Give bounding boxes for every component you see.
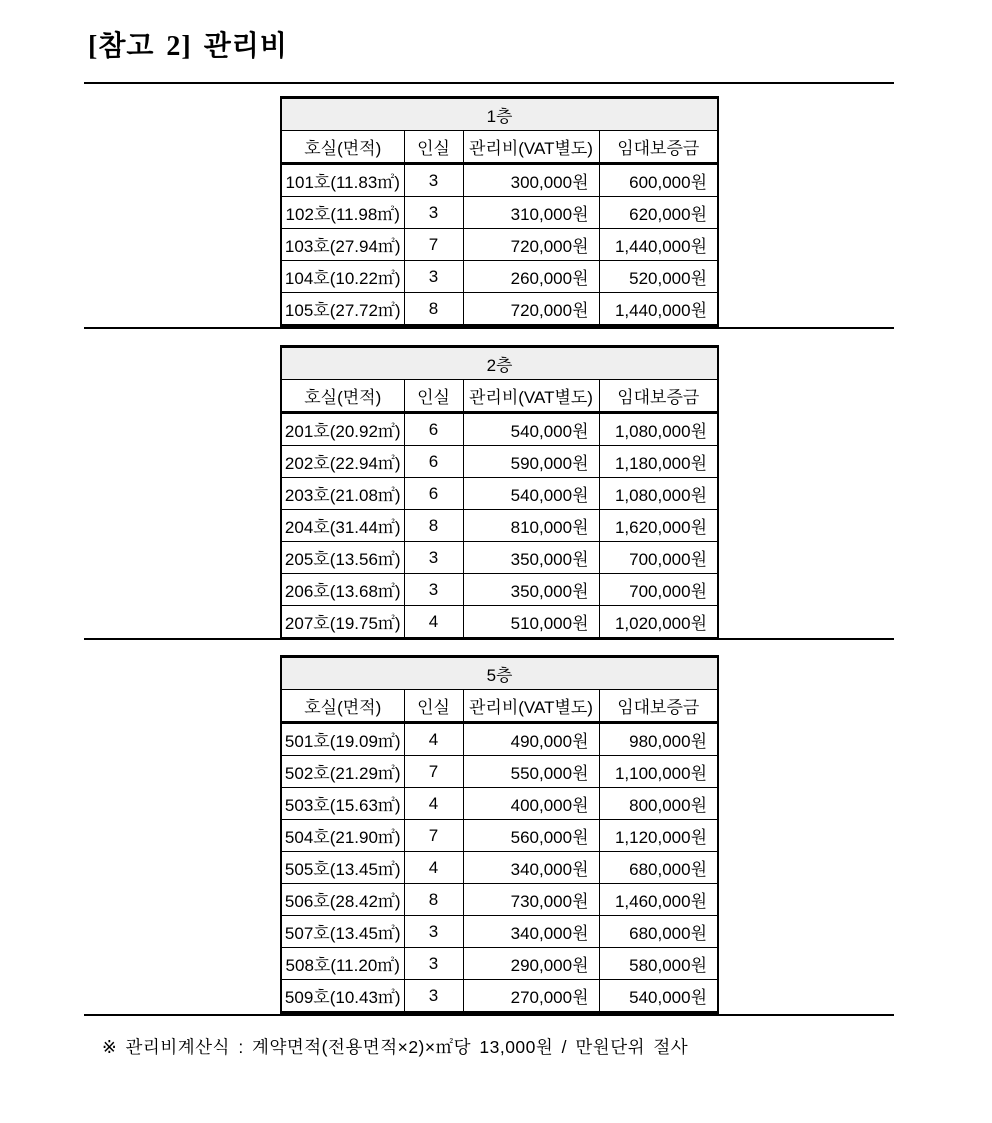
- deposit-cell: 1,080,000원: [599, 413, 718, 446]
- deposit-cell: 1,440,000원: [599, 229, 718, 261]
- room-cell: 207호(19.75㎡): [281, 606, 404, 639]
- room-cell: 508호(11.20㎡): [281, 948, 404, 980]
- occupancy-cell: 6: [404, 413, 463, 446]
- table-row: [281, 980, 718, 1013]
- table-row: [281, 884, 718, 916]
- fee-cell: 730,000원: [463, 884, 599, 916]
- column-header-row: [281, 131, 718, 164]
- table-row: [281, 510, 718, 542]
- table-row: [281, 606, 718, 639]
- table-row: [281, 293, 718, 326]
- room-cell: 204호(31.44㎡): [281, 510, 404, 542]
- occupancy-cell: 7: [404, 820, 463, 852]
- fee-cell: 340,000원: [463, 852, 599, 884]
- floor-fee-table: [280, 655, 719, 1014]
- fee-cell: 300,000원: [463, 164, 599, 197]
- room-cell: 205호(13.56㎡): [281, 542, 404, 574]
- occupancy-cell: 8: [404, 884, 463, 916]
- room-cell: 505호(13.45㎡): [281, 852, 404, 884]
- occupancy-cell: 3: [404, 948, 463, 980]
- deposit-cell: 680,000원: [599, 916, 718, 948]
- column-header-room: 호실(면적): [281, 380, 404, 413]
- occupancy-cell: 3: [404, 916, 463, 948]
- room-cell: 105호(27.72㎡): [281, 293, 404, 326]
- deposit-cell: 680,000원: [599, 852, 718, 884]
- horizontal-rule-after-floor5: [84, 1014, 894, 1016]
- column-header-fee: 관리비(VAT별도): [463, 690, 599, 723]
- occupancy-cell: 3: [404, 261, 463, 293]
- fee-cell: 720,000원: [463, 229, 599, 261]
- fee-cell: 550,000원: [463, 756, 599, 788]
- table-row: [281, 542, 718, 574]
- fee-cell: 590,000원: [463, 446, 599, 478]
- room-cell: 202호(22.94㎡): [281, 446, 404, 478]
- occupancy-cell: 4: [404, 606, 463, 639]
- fee-cell: 540,000원: [463, 478, 599, 510]
- room-cell: 506호(28.42㎡): [281, 884, 404, 916]
- room-cell: 101호(11.83㎡): [281, 164, 404, 197]
- table-row: [281, 788, 718, 820]
- table-row: [281, 756, 718, 788]
- room-cell: 509호(10.43㎡): [281, 980, 404, 1013]
- fee-cell: 490,000원: [463, 723, 599, 756]
- table-body: [281, 413, 718, 639]
- column-header-row: [281, 380, 718, 413]
- floor-title-row: [281, 347, 718, 380]
- occupancy-cell: 3: [404, 197, 463, 229]
- occupancy-cell: 8: [404, 293, 463, 326]
- room-cell: 503호(15.63㎡): [281, 788, 404, 820]
- table-row: [281, 916, 718, 948]
- deposit-cell: 800,000원: [599, 788, 718, 820]
- floor-title: 1층: [281, 98, 718, 131]
- table-body: [281, 164, 718, 326]
- column-header-deposit: 임대보증금: [599, 131, 718, 164]
- fee-cell: 540,000원: [463, 413, 599, 446]
- fee-cell: 270,000원: [463, 980, 599, 1013]
- table-row: [281, 413, 718, 446]
- occupancy-cell: 8: [404, 510, 463, 542]
- fee-cell: 260,000원: [463, 261, 599, 293]
- table-body: [281, 723, 718, 1013]
- fee-cell: 350,000원: [463, 574, 599, 606]
- occupancy-cell: 3: [404, 980, 463, 1013]
- fee-cell: 560,000원: [463, 820, 599, 852]
- table-row: [281, 478, 718, 510]
- table-row: [281, 852, 718, 884]
- horizontal-rule-top: [84, 82, 894, 84]
- table-row: [281, 261, 718, 293]
- occupancy-cell: 3: [404, 164, 463, 197]
- deposit-cell: 540,000원: [599, 980, 718, 1013]
- fee-cell: 340,000원: [463, 916, 599, 948]
- column-header-occupancy: 인실: [404, 380, 463, 413]
- page-title: [참고 2] 관리비: [88, 31, 288, 62]
- floor-title-row: [281, 98, 718, 131]
- floor-title: 5층: [281, 657, 718, 690]
- fee-cell: 310,000원: [463, 197, 599, 229]
- room-cell: 104호(10.22㎡): [281, 261, 404, 293]
- occupancy-cell: 3: [404, 574, 463, 606]
- deposit-cell: 620,000원: [599, 197, 718, 229]
- deposit-cell: 520,000원: [599, 261, 718, 293]
- occupancy-cell: 4: [404, 852, 463, 884]
- column-header-room: 호실(면적): [281, 131, 404, 164]
- column-header-deposit: 임대보증금: [599, 690, 718, 723]
- fee-cell: 350,000원: [463, 542, 599, 574]
- occupancy-cell: 7: [404, 229, 463, 261]
- column-header-fee: 관리비(VAT별도): [463, 131, 599, 164]
- room-cell: 507호(13.45㎡): [281, 916, 404, 948]
- occupancy-cell: 7: [404, 756, 463, 788]
- column-header-fee: 관리비(VAT별도): [463, 380, 599, 413]
- occupancy-cell: 4: [404, 723, 463, 756]
- table-row: [281, 446, 718, 478]
- deposit-cell: 1,080,000원: [599, 478, 718, 510]
- column-header-row: [281, 690, 718, 723]
- deposit-cell: 1,020,000원: [599, 606, 718, 639]
- occupancy-cell: 3: [404, 542, 463, 574]
- deposit-cell: 700,000원: [599, 574, 718, 606]
- room-cell: 103호(27.94㎡): [281, 229, 404, 261]
- floor-title-row: [281, 657, 718, 690]
- occupancy-cell: 6: [404, 446, 463, 478]
- fee-cell: 810,000원: [463, 510, 599, 542]
- column-header-deposit: 임대보증금: [599, 380, 718, 413]
- table-row: [281, 164, 718, 197]
- deposit-cell: 600,000원: [599, 164, 718, 197]
- fee-cell: 720,000원: [463, 293, 599, 326]
- occupancy-cell: 6: [404, 478, 463, 510]
- fee-formula-footnote: ※ 관리비계산식 : 계약면적(전용면적×2)×㎡당 13,000원 / 만원단위 절사: [102, 1037, 689, 1057]
- table-row: [281, 723, 718, 756]
- fee-cell: 290,000원: [463, 948, 599, 980]
- column-header-occupancy: 인실: [404, 131, 463, 164]
- room-cell: 201호(20.92㎡): [281, 413, 404, 446]
- room-cell: 203호(21.08㎡): [281, 478, 404, 510]
- horizontal-rule-after-floor1: [84, 327, 894, 329]
- table-row: [281, 229, 718, 261]
- deposit-cell: 1,440,000원: [599, 293, 718, 326]
- room-cell: 504호(21.90㎡): [281, 820, 404, 852]
- deposit-cell: 1,100,000원: [599, 756, 718, 788]
- table-row: [281, 197, 718, 229]
- deposit-cell: 980,000원: [599, 723, 718, 756]
- table-row: [281, 948, 718, 980]
- deposit-cell: 1,620,000원: [599, 510, 718, 542]
- room-cell: 502호(21.29㎡): [281, 756, 404, 788]
- deposit-cell: 580,000원: [599, 948, 718, 980]
- occupancy-cell: 4: [404, 788, 463, 820]
- room-cell: 206호(13.68㎡): [281, 574, 404, 606]
- table-row: [281, 574, 718, 606]
- table-row: [281, 820, 718, 852]
- floor-fee-table: [280, 345, 719, 640]
- deposit-cell: 700,000원: [599, 542, 718, 574]
- column-header-occupancy: 인실: [404, 690, 463, 723]
- deposit-cell: 1,180,000원: [599, 446, 718, 478]
- room-cell: 102호(11.98㎡): [281, 197, 404, 229]
- room-cell: 501호(19.09㎡): [281, 723, 404, 756]
- deposit-cell: 1,120,000원: [599, 820, 718, 852]
- floor-title: 2층: [281, 347, 718, 380]
- fee-cell: 400,000원: [463, 788, 599, 820]
- deposit-cell: 1,460,000원: [599, 884, 718, 916]
- fee-cell: 510,000원: [463, 606, 599, 639]
- floor-fee-table: [280, 96, 719, 327]
- column-header-room: 호실(면적): [281, 690, 404, 723]
